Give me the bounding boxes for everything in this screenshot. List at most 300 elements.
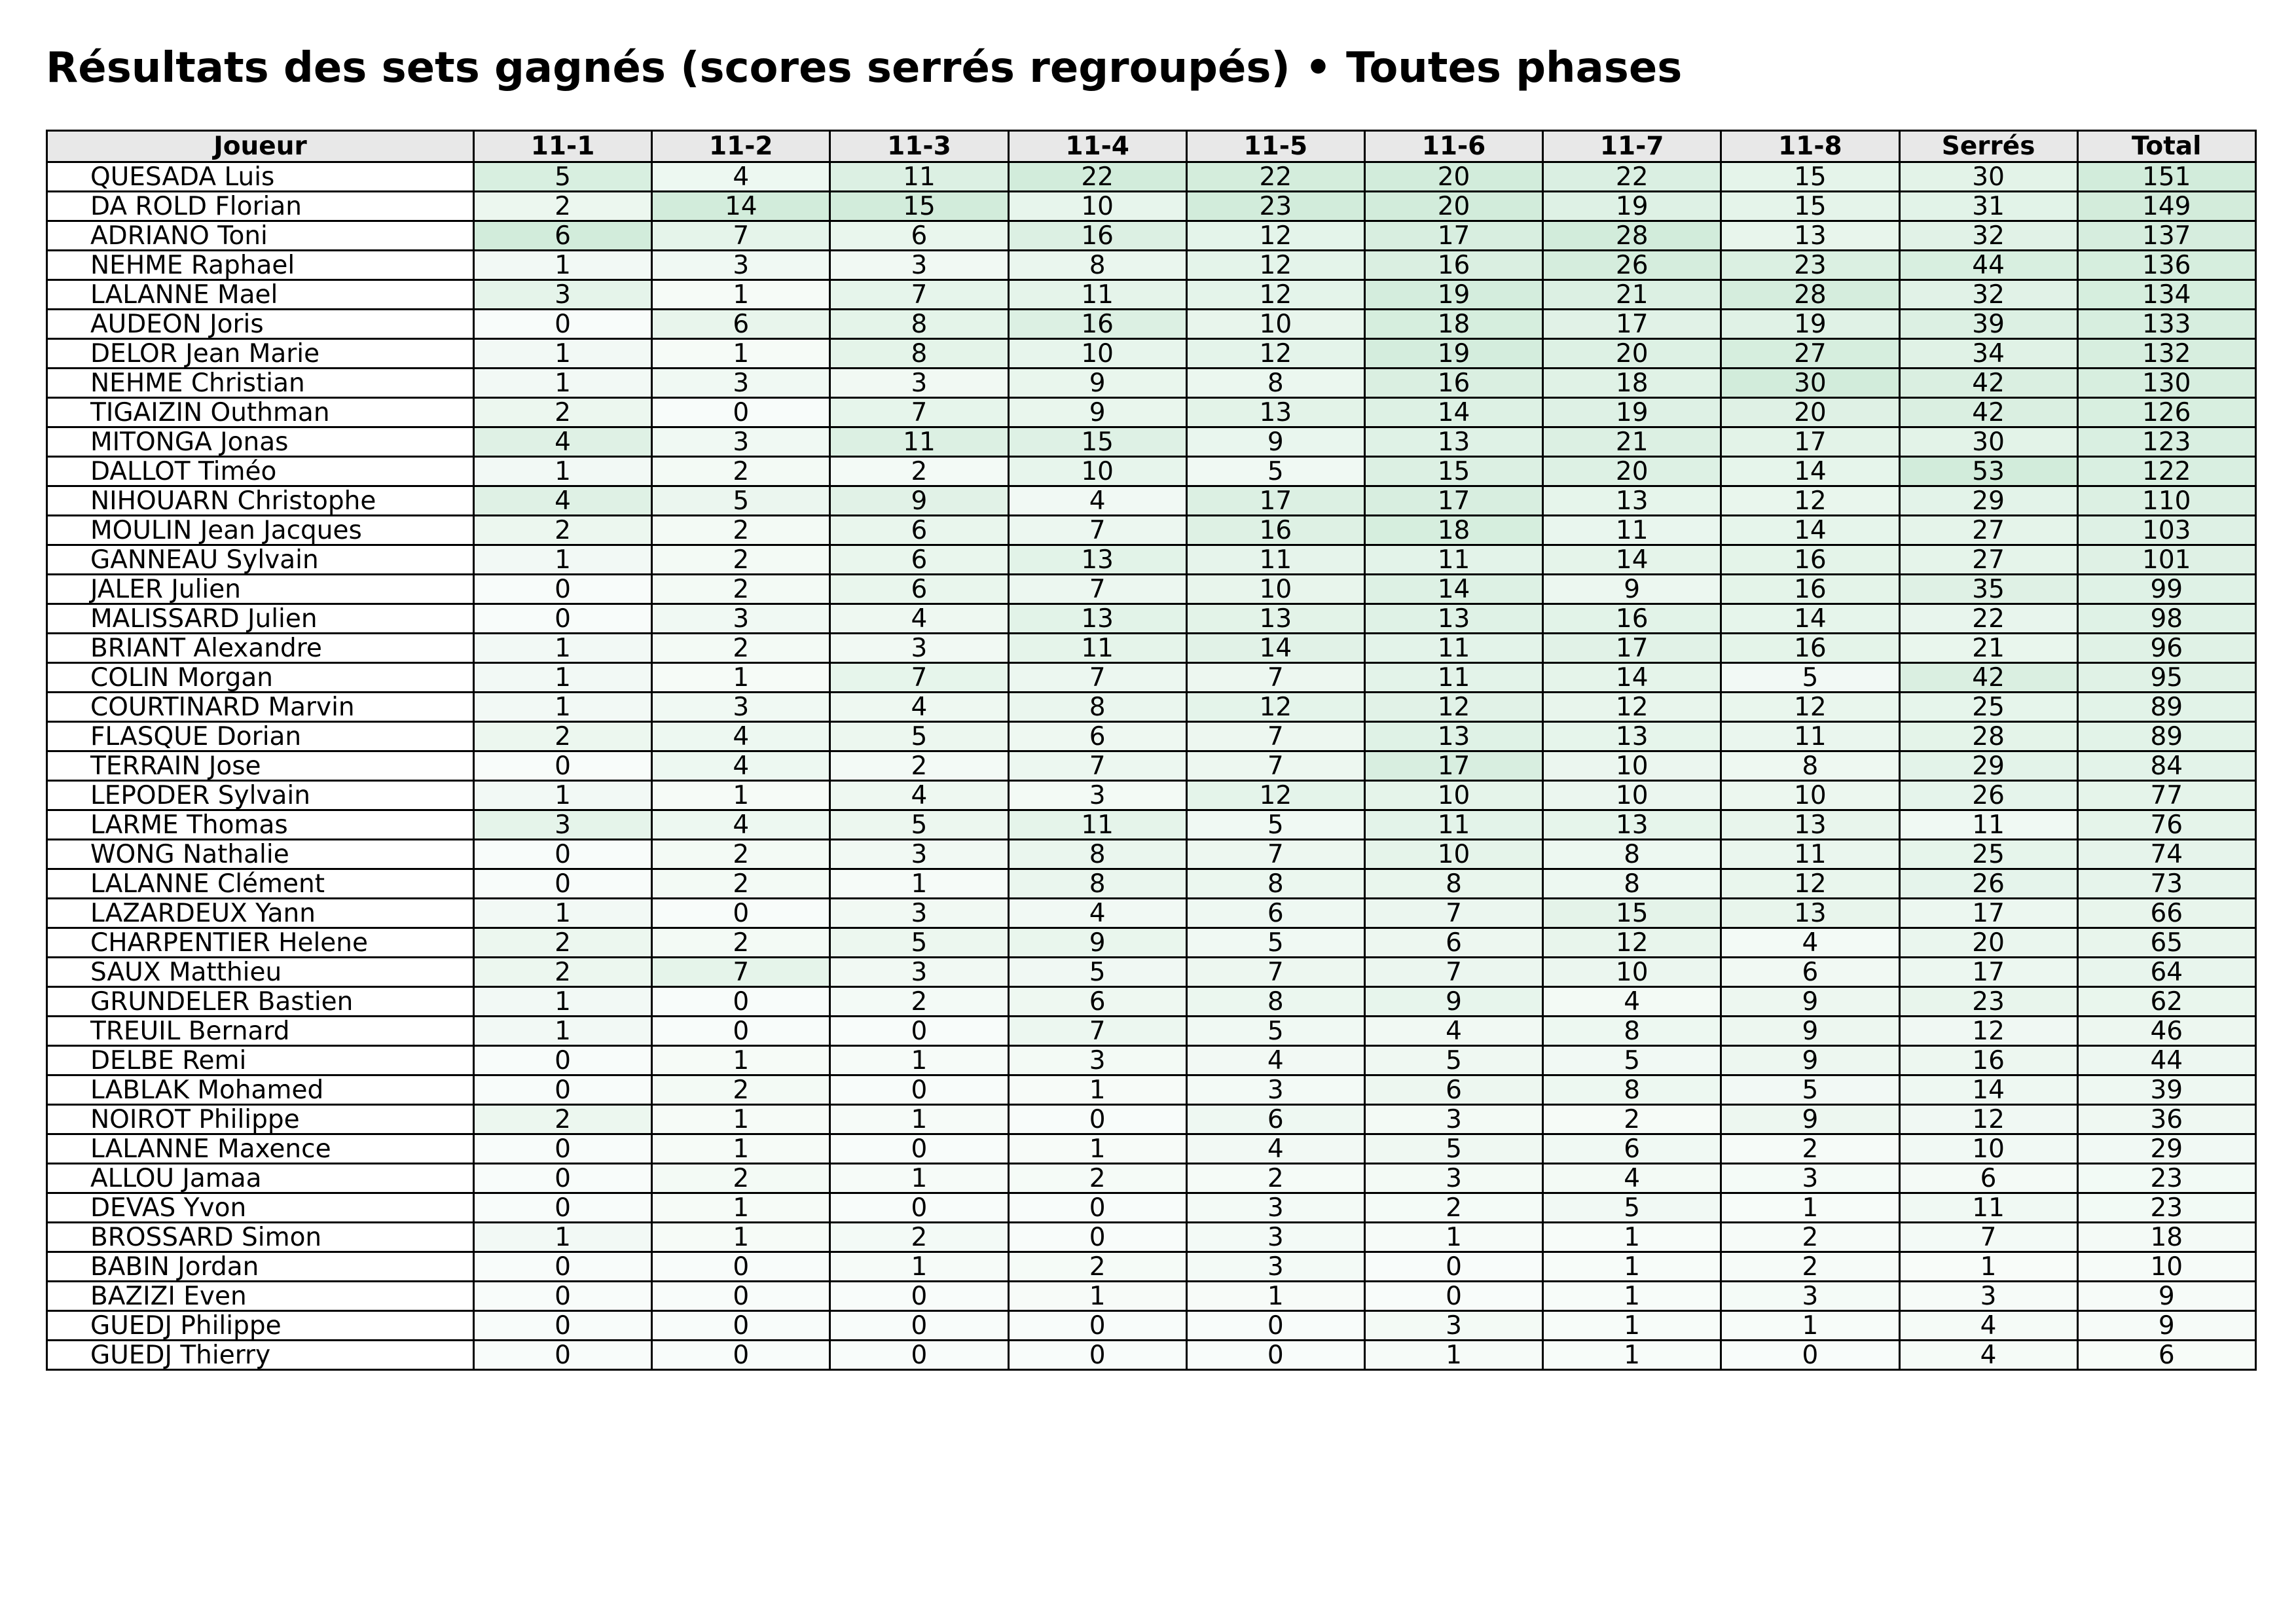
value-cell: 4 xyxy=(652,162,830,192)
value-cell: 9 xyxy=(1721,1017,1899,1046)
value-cell: 5 xyxy=(830,928,1008,958)
table-body xyxy=(47,162,2256,1370)
value-cell: 30 xyxy=(1721,369,1899,398)
value-cell: 130 xyxy=(2077,369,2255,398)
value-cell: 0 xyxy=(652,1017,830,1046)
table-row xyxy=(47,634,2256,663)
value-cell: 1 xyxy=(830,869,1008,899)
value-cell: 11 xyxy=(1008,280,1186,310)
value-cell: 0 xyxy=(474,1311,652,1341)
table-row xyxy=(47,280,2256,310)
player-name-cell: LALANNE Mael xyxy=(47,280,474,310)
value-cell: 12 xyxy=(1186,251,1364,280)
table-row xyxy=(47,1193,2256,1223)
value-cell: 1 xyxy=(474,1017,652,1046)
value-cell: 4 xyxy=(652,810,830,840)
value-cell: 3 xyxy=(830,958,1008,987)
value-cell: 0 xyxy=(474,751,652,781)
value-cell: 1 xyxy=(474,781,652,810)
value-cell: 5 xyxy=(1008,958,1186,987)
value-cell: 0 xyxy=(830,1017,1008,1046)
value-cell: 0 xyxy=(474,869,652,899)
value-cell: 14 xyxy=(1543,545,1721,575)
value-cell: 4 xyxy=(1364,1017,1542,1046)
value-cell: 7 xyxy=(1186,751,1364,781)
value-cell: 3 xyxy=(1721,1282,1899,1311)
value-cell: 28 xyxy=(1721,280,1899,310)
value-cell: 1 xyxy=(830,1252,1008,1282)
value-cell: 13 xyxy=(1721,810,1899,840)
value-cell: 39 xyxy=(2077,1075,2255,1105)
value-cell: 16 xyxy=(1721,634,1899,663)
value-cell: 1 xyxy=(652,280,830,310)
value-cell: 12 xyxy=(1364,693,1542,722)
value-cell: 6 xyxy=(1008,987,1186,1017)
value-cell: 14 xyxy=(1364,398,1542,427)
value-cell: 12 xyxy=(1543,928,1721,958)
value-cell: 8 xyxy=(1543,869,1721,899)
value-cell: 18 xyxy=(1543,369,1721,398)
value-cell: 7 xyxy=(652,221,830,251)
value-cell: 27 xyxy=(1899,516,2077,545)
value-cell: 3 xyxy=(1008,781,1186,810)
value-cell: 10 xyxy=(1008,339,1186,369)
value-cell: 1 xyxy=(1543,1311,1721,1341)
value-cell: 0 xyxy=(830,1311,1008,1341)
value-cell: 16 xyxy=(1364,251,1542,280)
value-cell: 136 xyxy=(2077,251,2255,280)
value-cell: 17 xyxy=(1364,221,1542,251)
value-cell: 27 xyxy=(1721,339,1899,369)
player-name-cell: JALER Julien xyxy=(47,575,474,604)
value-cell: 16 xyxy=(1543,604,1721,634)
value-cell: 89 xyxy=(2077,722,2255,751)
value-cell: 12 xyxy=(1899,1105,2077,1134)
value-cell: 2 xyxy=(652,634,830,663)
value-cell: 25 xyxy=(1899,840,2077,869)
value-cell: 0 xyxy=(652,1252,830,1282)
value-cell: 42 xyxy=(1899,398,2077,427)
value-cell: 8 xyxy=(1721,751,1899,781)
value-cell: 2 xyxy=(652,928,830,958)
value-cell: 13 xyxy=(1364,427,1542,457)
player-name-cell: LARME Thomas xyxy=(47,810,474,840)
value-cell: 7 xyxy=(1186,840,1364,869)
value-cell: 6 xyxy=(1899,1164,2077,1193)
value-cell: 17 xyxy=(1721,427,1899,457)
value-cell: 9 xyxy=(1008,928,1186,958)
value-cell: 5 xyxy=(830,810,1008,840)
value-cell: 1 xyxy=(1008,1075,1186,1105)
player-name-cell: DEVAS Yvon xyxy=(47,1193,474,1223)
value-cell: 11 xyxy=(1008,634,1186,663)
value-cell: 3 xyxy=(1721,1164,1899,1193)
value-cell: 8 xyxy=(1543,840,1721,869)
player-name-cell: WONG Nathalie xyxy=(47,840,474,869)
player-name-cell: FLASQUE Dorian xyxy=(47,722,474,751)
player-name-cell: BAZIZI Even xyxy=(47,1282,474,1311)
value-cell: 126 xyxy=(2077,398,2255,427)
value-cell: 13 xyxy=(1721,899,1899,928)
value-cell: 22 xyxy=(1543,162,1721,192)
value-cell: 13 xyxy=(1543,810,1721,840)
value-cell: 9 xyxy=(830,486,1008,516)
player-name-cell: MALISSARD Julien xyxy=(47,604,474,634)
column-header: 11-1 xyxy=(474,131,652,162)
player-name-cell: ADRIANO Toni xyxy=(47,221,474,251)
value-cell: 2 xyxy=(652,545,830,575)
value-cell: 8 xyxy=(1186,369,1364,398)
value-cell: 26 xyxy=(1543,251,1721,280)
value-cell: 1 xyxy=(474,251,652,280)
value-cell: 1 xyxy=(1186,1282,1364,1311)
value-cell: 17 xyxy=(1543,634,1721,663)
value-cell: 1 xyxy=(652,663,830,693)
value-cell: 0 xyxy=(474,1134,652,1164)
value-cell: 9 xyxy=(1008,398,1186,427)
table-row xyxy=(47,899,2256,928)
table-row xyxy=(47,369,2256,398)
value-cell: 8 xyxy=(1008,869,1186,899)
value-cell: 2 xyxy=(1008,1252,1186,1282)
value-cell: 17 xyxy=(1899,958,2077,987)
value-cell: 11 xyxy=(1364,545,1542,575)
value-cell: 6 xyxy=(830,575,1008,604)
value-cell: 15 xyxy=(1364,457,1542,486)
value-cell: 30 xyxy=(1899,162,2077,192)
value-cell: 1 xyxy=(474,457,652,486)
table-row xyxy=(47,1075,2256,1105)
table-row xyxy=(47,162,2256,192)
value-cell: 3 xyxy=(474,280,652,310)
value-cell: 9 xyxy=(1364,987,1542,1017)
value-cell: 4 xyxy=(1899,1341,2077,1370)
value-cell: 32 xyxy=(1899,221,2077,251)
value-cell: 6 xyxy=(1364,928,1542,958)
value-cell: 20 xyxy=(1543,457,1721,486)
value-cell: 6 xyxy=(2077,1341,2255,1370)
value-cell: 7 xyxy=(1899,1223,2077,1252)
value-cell: 95 xyxy=(2077,663,2255,693)
value-cell: 4 xyxy=(474,427,652,457)
value-cell: 4 xyxy=(1008,899,1186,928)
value-cell: 11 xyxy=(1186,545,1364,575)
value-cell: 137 xyxy=(2077,221,2255,251)
value-cell: 6 xyxy=(830,516,1008,545)
value-cell: 1 xyxy=(474,634,652,663)
value-cell: 1 xyxy=(474,899,652,928)
value-cell: 149 xyxy=(2077,192,2255,221)
value-cell: 14 xyxy=(1899,1075,2077,1105)
value-cell: 1 xyxy=(1364,1341,1542,1370)
value-cell: 23 xyxy=(1186,192,1364,221)
table-row xyxy=(47,1017,2256,1046)
value-cell: 16 xyxy=(1008,310,1186,339)
value-cell: 3 xyxy=(652,369,830,398)
value-cell: 11 xyxy=(1364,663,1542,693)
value-cell: 8 xyxy=(830,339,1008,369)
player-name-cell: NEHME Raphael xyxy=(47,251,474,280)
value-cell: 1 xyxy=(652,1105,830,1134)
value-cell: 29 xyxy=(2077,1134,2255,1164)
player-name-cell: DELOR Jean Marie xyxy=(47,339,474,369)
value-cell: 0 xyxy=(1008,1193,1186,1223)
value-cell: 4 xyxy=(1008,486,1186,516)
table-row xyxy=(47,516,2256,545)
value-cell: 1 xyxy=(474,987,652,1017)
value-cell: 64 xyxy=(2077,958,2255,987)
value-cell: 2 xyxy=(652,1164,830,1193)
value-cell: 13 xyxy=(1186,604,1364,634)
player-name-cell: SAUX Matthieu xyxy=(47,958,474,987)
value-cell: 1 xyxy=(1364,1223,1542,1252)
value-cell: 3 xyxy=(1364,1311,1542,1341)
player-name-cell: MOULIN Jean Jacques xyxy=(47,516,474,545)
value-cell: 4 xyxy=(1721,928,1899,958)
value-cell: 4 xyxy=(652,751,830,781)
value-cell: 8 xyxy=(1008,840,1186,869)
value-cell: 7 xyxy=(1186,663,1364,693)
player-name-cell: TREUIL Bernard xyxy=(47,1017,474,1046)
value-cell: 23 xyxy=(1899,987,2077,1017)
value-cell: 5 xyxy=(1721,663,1899,693)
value-cell: 3 xyxy=(1186,1252,1364,1282)
value-cell: 12 xyxy=(1186,221,1364,251)
value-cell: 8 xyxy=(1186,987,1364,1017)
value-cell: 0 xyxy=(474,1252,652,1282)
player-name-cell: CHARPENTIER Helene xyxy=(47,928,474,958)
value-cell: 19 xyxy=(1364,339,1542,369)
value-cell: 13 xyxy=(1721,221,1899,251)
player-name-cell: LALANNE Clément xyxy=(47,869,474,899)
value-cell: 0 xyxy=(474,1282,652,1311)
value-cell: 9 xyxy=(1721,1046,1899,1075)
value-cell: 53 xyxy=(1899,457,2077,486)
value-cell: 5 xyxy=(830,722,1008,751)
table-row xyxy=(47,457,2256,486)
value-cell: 17 xyxy=(1899,899,2077,928)
player-name-cell: LEPODER Sylvain xyxy=(47,781,474,810)
value-cell: 0 xyxy=(830,1341,1008,1370)
column-header: Total xyxy=(2077,131,2255,162)
player-name-cell: LALANNE Maxence xyxy=(47,1134,474,1164)
value-cell: 5 xyxy=(1543,1046,1721,1075)
value-cell: 4 xyxy=(474,486,652,516)
value-cell: 17 xyxy=(1364,486,1542,516)
value-cell: 3 xyxy=(1364,1105,1542,1134)
value-cell: 3 xyxy=(830,634,1008,663)
value-cell: 0 xyxy=(474,1341,652,1370)
value-cell: 2 xyxy=(652,840,830,869)
value-cell: 2 xyxy=(830,751,1008,781)
column-header: 11-8 xyxy=(1721,131,1899,162)
value-cell: 18 xyxy=(1364,516,1542,545)
table-row xyxy=(47,1252,2256,1282)
value-cell: 28 xyxy=(1899,722,2077,751)
table-row xyxy=(47,398,2256,427)
value-cell: 10 xyxy=(1008,192,1186,221)
value-cell: 23 xyxy=(2077,1164,2255,1193)
value-cell: 11 xyxy=(830,162,1008,192)
value-cell: 25 xyxy=(1899,693,2077,722)
value-cell: 28 xyxy=(1543,221,1721,251)
column-header: 11-2 xyxy=(652,131,830,162)
value-cell: 3 xyxy=(474,810,652,840)
value-cell: 3 xyxy=(830,840,1008,869)
value-cell: 74 xyxy=(2077,840,2255,869)
player-name-cell: QUESADA Luis xyxy=(47,162,474,192)
value-cell: 14 xyxy=(1721,604,1899,634)
value-cell: 3 xyxy=(652,427,830,457)
value-cell: 4 xyxy=(1186,1134,1364,1164)
value-cell: 101 xyxy=(2077,545,2255,575)
value-cell: 12 xyxy=(1186,280,1364,310)
value-cell: 10 xyxy=(1008,457,1186,486)
table-row xyxy=(47,575,2256,604)
value-cell: 4 xyxy=(1543,1164,1721,1193)
value-cell: 1 xyxy=(652,1193,830,1223)
table-row xyxy=(47,604,2256,634)
value-cell: 11 xyxy=(1899,810,2077,840)
value-cell: 0 xyxy=(652,1282,830,1311)
value-cell: 0 xyxy=(652,899,830,928)
value-cell: 1 xyxy=(474,369,652,398)
value-cell: 5 xyxy=(1543,1193,1721,1223)
value-cell: 123 xyxy=(2077,427,2255,457)
value-cell: 17 xyxy=(1543,310,1721,339)
value-cell: 5 xyxy=(1364,1134,1542,1164)
value-cell: 5 xyxy=(1186,810,1364,840)
value-cell: 27 xyxy=(1899,545,2077,575)
value-cell: 7 xyxy=(1364,958,1542,987)
value-cell: 20 xyxy=(1721,398,1899,427)
value-cell: 6 xyxy=(830,545,1008,575)
value-cell: 2 xyxy=(1721,1223,1899,1252)
value-cell: 14 xyxy=(1721,457,1899,486)
value-cell: 6 xyxy=(1364,1075,1542,1105)
results-table xyxy=(46,130,2257,1371)
value-cell: 26 xyxy=(1899,781,2077,810)
player-name-cell: DA ROLD Florian xyxy=(47,192,474,221)
player-name-cell: DELBE Remi xyxy=(47,1046,474,1075)
value-cell: 8 xyxy=(1543,1075,1721,1105)
table-row xyxy=(47,310,2256,339)
value-cell: 6 xyxy=(652,310,830,339)
value-cell: 3 xyxy=(830,899,1008,928)
player-name-cell: NOIROT Philippe xyxy=(47,1105,474,1134)
value-cell: 5 xyxy=(1186,928,1364,958)
value-cell: 10 xyxy=(1186,575,1364,604)
value-cell: 1 xyxy=(474,663,652,693)
player-name-cell: GUEDJ Thierry xyxy=(47,1341,474,1370)
value-cell: 13 xyxy=(1364,604,1542,634)
table-row xyxy=(47,751,2256,781)
player-name-cell: DALLOT Timéo xyxy=(47,457,474,486)
value-cell: 3 xyxy=(1186,1193,1364,1223)
player-name-cell: TIGAIZIN Outhman xyxy=(47,398,474,427)
value-cell: 14 xyxy=(652,192,830,221)
table-row xyxy=(47,1105,2256,1134)
value-cell: 23 xyxy=(1721,251,1899,280)
value-cell: 1 xyxy=(652,1223,830,1252)
value-cell: 19 xyxy=(1543,398,1721,427)
value-cell: 11 xyxy=(1543,516,1721,545)
value-cell: 73 xyxy=(2077,869,2255,899)
value-cell: 7 xyxy=(1186,722,1364,751)
value-cell: 16 xyxy=(1721,575,1899,604)
value-cell: 0 xyxy=(652,1311,830,1341)
value-cell: 11 xyxy=(1721,840,1899,869)
value-cell: 98 xyxy=(2077,604,2255,634)
value-cell: 132 xyxy=(2077,339,2255,369)
value-cell: 0 xyxy=(1008,1311,1186,1341)
value-cell: 0 xyxy=(1008,1223,1186,1252)
value-cell: 14 xyxy=(1186,634,1364,663)
player-name-cell: COLIN Morgan xyxy=(47,663,474,693)
value-cell: 110 xyxy=(2077,486,2255,516)
table-row xyxy=(47,693,2256,722)
value-cell: 3 xyxy=(830,251,1008,280)
value-cell: 20 xyxy=(1899,928,2077,958)
value-cell: 8 xyxy=(1543,1017,1721,1046)
value-cell: 20 xyxy=(1364,162,1542,192)
player-name-cell: BRIANT Alexandre xyxy=(47,634,474,663)
value-cell: 1 xyxy=(474,693,652,722)
value-cell: 42 xyxy=(1899,369,2077,398)
value-cell: 0 xyxy=(474,604,652,634)
value-cell: 15 xyxy=(1543,899,1721,928)
value-cell: 8 xyxy=(1364,869,1542,899)
value-cell: 13 xyxy=(1008,604,1186,634)
value-cell: 2 xyxy=(652,516,830,545)
table-row xyxy=(47,810,2256,840)
value-cell: 133 xyxy=(2077,310,2255,339)
value-cell: 3 xyxy=(652,604,830,634)
table-row xyxy=(47,1341,2256,1370)
value-cell: 1 xyxy=(1543,1223,1721,1252)
value-cell: 7 xyxy=(830,663,1008,693)
value-cell: 2 xyxy=(474,192,652,221)
value-cell: 12 xyxy=(1899,1017,2077,1046)
player-name-cell: TERRAIN Jose xyxy=(47,751,474,781)
value-cell: 3 xyxy=(1186,1075,1364,1105)
value-cell: 2 xyxy=(1008,1164,1186,1193)
player-name-cell: GUEDJ Philippe xyxy=(47,1311,474,1341)
value-cell: 1 xyxy=(1008,1134,1186,1164)
value-cell: 16 xyxy=(1899,1046,2077,1075)
value-cell: 2 xyxy=(830,457,1008,486)
value-cell: 5 xyxy=(1721,1075,1899,1105)
value-cell: 1 xyxy=(652,339,830,369)
value-cell: 10 xyxy=(1543,781,1721,810)
value-cell: 1 xyxy=(652,781,830,810)
value-cell: 0 xyxy=(652,1341,830,1370)
value-cell: 0 xyxy=(474,840,652,869)
table-row xyxy=(47,722,2256,751)
value-cell: 11 xyxy=(1899,1193,2077,1223)
value-cell: 44 xyxy=(2077,1046,2255,1075)
value-cell: 22 xyxy=(1008,162,1186,192)
value-cell: 17 xyxy=(1186,486,1364,516)
value-cell: 7 xyxy=(1008,663,1186,693)
value-cell: 21 xyxy=(1543,427,1721,457)
value-cell: 12 xyxy=(1186,693,1364,722)
value-cell: 4 xyxy=(652,722,830,751)
value-cell: 5 xyxy=(1364,1046,1542,1075)
value-cell: 12 xyxy=(1543,693,1721,722)
column-header: 11-7 xyxy=(1543,131,1721,162)
value-cell: 12 xyxy=(1721,869,1899,899)
